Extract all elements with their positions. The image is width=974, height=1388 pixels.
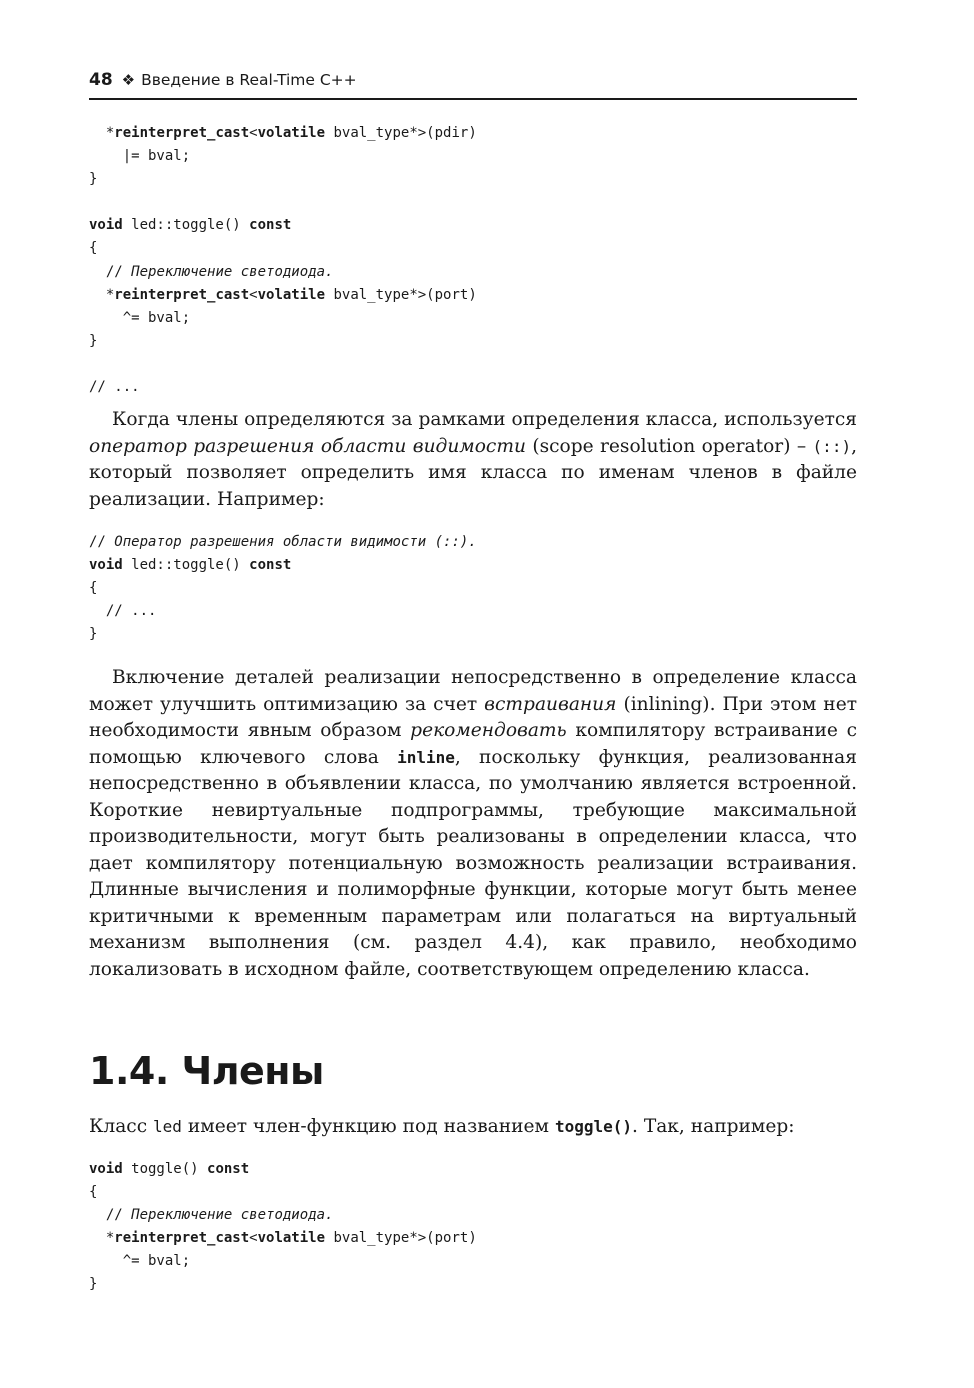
code-block-1 [89, 122, 857, 399]
code-block-3 [89, 1158, 857, 1297]
code-line: ^= bval; [89, 1253, 191, 1270]
code-line: { [89, 1184, 98, 1201]
code-line: *reinterpret_cast<volatile bval_type*>(port) [89, 286, 477, 303]
code-line: *reinterpret_cast<volatile bval_type*>(port) [89, 1230, 477, 1247]
code-line: *reinterpret_cast<volatile bval_type*>(pdir) [89, 125, 477, 141]
ornament-icon: ❖ [121, 71, 136, 89]
code-line: // Переключение светодиода. [89, 1207, 334, 1224]
paragraph-inlining: Включение деталей реализации непосредственно в определение класса может улучшить оптимизацию за счет встраивания (inlining). При этом нет необходимости явным образом рекомендовать компилятору встраивание с помощью ключевого слова inline, поскольку функция, реализованная непосредственно в объявлении класса, по умолчанию является встроенной. Короткие невиртуальные подпрограммы, требующие максимальной производительности, могут быть реализованы в определении класса, что дает компилятору потенциальную возможность реализации встраивания. Длинные вычисления и полиморфные функции, которые могут быть менее критичными к временным параметрам или полагаться на виртуальный механизм выполнения (см. раздел 4.4), как правило, необходимо локализовать в исходном файле, соответствующем определению класса. [89, 667, 857, 980]
code-line: void led::toggle() const [89, 557, 292, 574]
code-line [89, 191, 857, 214]
code-line: } [89, 1276, 98, 1293]
code-line: { [89, 580, 98, 597]
running-header [89, 70, 857, 100]
code-line: void led::toggle() const [89, 217, 292, 234]
code-line: { [89, 240, 98, 257]
code-line: } [89, 626, 98, 643]
code-block-2 [89, 531, 857, 646]
code-line: |= bval; [89, 148, 191, 165]
code-line: // ... [89, 379, 140, 396]
section-heading: 1.4. Члены [89, 1049, 324, 1093]
page-number: 48 [89, 70, 113, 90]
running-title: Введение в Real-Time C++ [141, 71, 357, 89]
code-line: ^= bval; [89, 309, 191, 326]
book-page [89, 0, 857, 1388]
code-line: // Оператор разрешения области видимости (::). [89, 534, 477, 550]
paragraph-members: Класс led имеет член-функцию под названием toggle(). Так, например: [89, 1116, 795, 1137]
code-line: // Переключение светодиода. [89, 263, 334, 280]
paragraph-scope-resolution: Когда члены определяются за рамками определения класса, используется оператор разрешения области видимости (scope resolution operator) – (::), который позволяет определить имя класса по именам членов в файле реализации. Например: [89, 409, 857, 510]
code-line [89, 353, 857, 376]
code-line: void toggle() const [89, 1161, 250, 1177]
code-line: // ... [89, 603, 157, 620]
code-line: } [89, 171, 98, 188]
code-line: } [89, 332, 98, 349]
